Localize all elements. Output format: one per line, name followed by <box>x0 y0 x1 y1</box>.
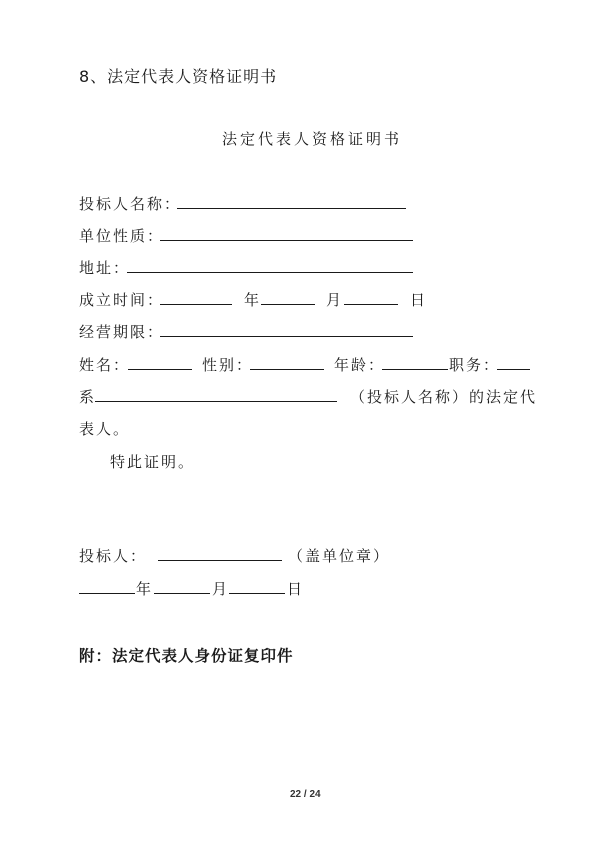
sign-day-label: 日 <box>287 580 305 598</box>
established-month-label: 月 <box>326 291 344 309</box>
established-year-blank[interactable] <box>160 304 232 305</box>
section-heading: 8、法定代表人资格证明书 <box>79 67 278 86</box>
person-name-label: 姓名： <box>79 356 131 374</box>
established-label: 成立时间： <box>79 291 165 309</box>
seal-note: （盖单位章） <box>288 547 391 565</box>
unit-nature-label: 单位性质： <box>79 227 165 245</box>
address-blank[interactable] <box>127 272 413 273</box>
closing-text: 特此证明。 <box>110 453 196 471</box>
bidder-name-label: 投标人名称： <box>79 195 182 213</box>
address-label: 地址： <box>79 259 131 277</box>
signature-blank[interactable] <box>158 560 282 561</box>
unit-nature-blank[interactable] <box>160 240 413 241</box>
appendix-note: 附：法定代表人身份证复印件 <box>79 647 294 665</box>
person-age-blank[interactable] <box>382 369 448 370</box>
page-number: 22 / 24 <box>290 789 321 800</box>
established-month-blank[interactable] <box>261 304 315 305</box>
document-title: 法定代表人资格证明书 <box>222 130 403 148</box>
term-label: 经营期限： <box>79 323 165 341</box>
statement-continuation: 表人。 <box>79 420 131 438</box>
sign-month-blank[interactable] <box>154 593 210 594</box>
sign-month-label: 月 <box>212 580 230 598</box>
sign-day-blank[interactable] <box>229 593 285 594</box>
statement-prefix: 系 <box>79 388 97 406</box>
term-blank[interactable] <box>160 336 413 337</box>
person-gender-blank[interactable] <box>250 369 324 370</box>
statement-suffix: （投标人名称）的法定代 <box>350 388 538 406</box>
established-day-label: 日 <box>410 291 428 309</box>
person-position-label: 职务： <box>449 356 501 374</box>
person-gender-label: 性别： <box>202 356 254 374</box>
sign-year-blank[interactable] <box>79 593 135 594</box>
established-year-label: 年 <box>244 291 262 309</box>
sign-year-label: 年 <box>136 580 154 598</box>
person-name-blank[interactable] <box>128 369 192 370</box>
established-day-blank[interactable] <box>344 304 398 305</box>
statement-blank[interactable] <box>95 401 337 402</box>
person-age-label: 年龄： <box>334 356 386 374</box>
person-position-blank[interactable] <box>497 369 530 370</box>
signature-label: 投标人： <box>79 547 148 565</box>
bidder-name-blank[interactable] <box>177 208 406 209</box>
